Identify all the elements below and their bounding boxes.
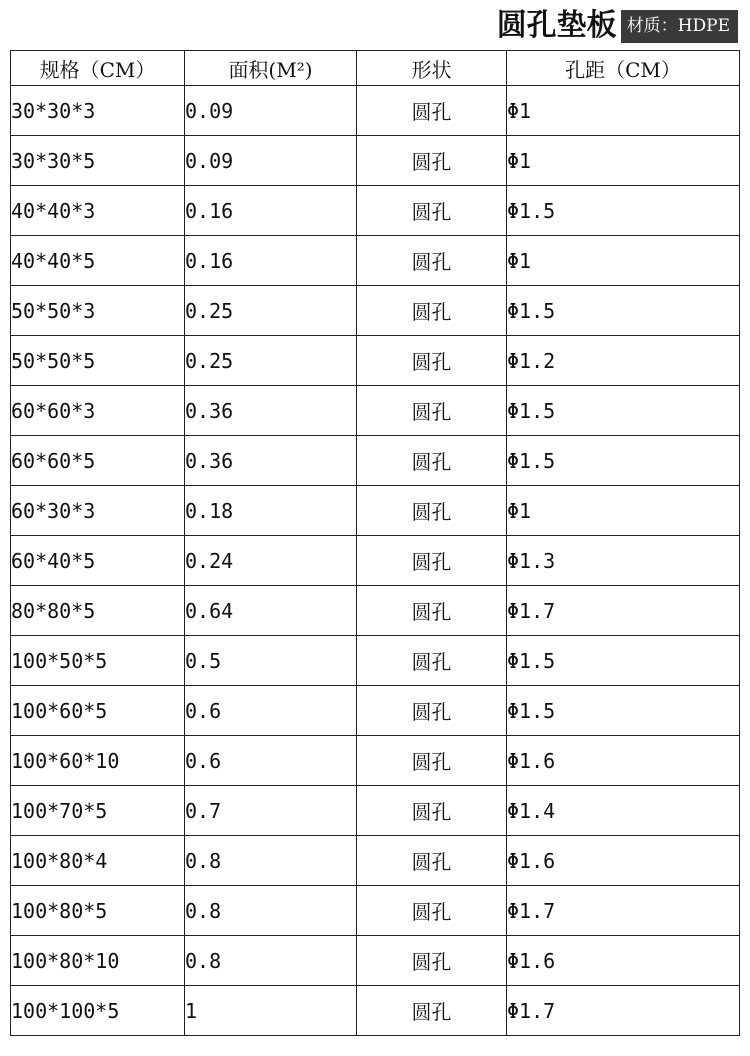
cell-area: 0.6 (185, 686, 357, 736)
cell-shape: 圆孔 (357, 636, 507, 686)
cell-spec: 60*30*3 (11, 486, 185, 536)
table-row (11, 186, 740, 236)
cell-hole-spacing: Φ1.5 (507, 386, 740, 436)
cell-shape: 圆孔 (357, 536, 507, 586)
column-header-area: 面积(M²) (185, 51, 357, 86)
cell-area: 0.25 (185, 336, 357, 386)
cell-shape: 圆孔 (357, 286, 507, 336)
table-header-row (11, 51, 740, 86)
table-row (11, 636, 740, 686)
cell-shape: 圆孔 (357, 986, 507, 1036)
table-row (11, 886, 740, 936)
cell-area: 0.7 (185, 786, 357, 836)
spec-table (10, 50, 740, 1036)
cell-shape: 圆孔 (357, 886, 507, 936)
cell-hole-spacing: Φ1 (507, 86, 740, 136)
cell-spec: 100*70*5 (11, 786, 185, 836)
cell-spec: 100*50*5 (11, 636, 185, 686)
cell-spec: 60*40*5 (11, 536, 185, 586)
cell-area: 0.36 (185, 436, 357, 486)
cell-hole-spacing: Φ1.7 (507, 886, 740, 936)
table-row (11, 336, 740, 386)
cell-shape: 圆孔 (357, 736, 507, 786)
cell-hole-spacing: Φ1.6 (507, 736, 740, 786)
cell-spec: 100*80*5 (11, 886, 185, 936)
cell-hole-spacing: Φ1.6 (507, 836, 740, 886)
document-header (497, 6, 738, 46)
table-row (11, 136, 740, 186)
cell-shape: 圆孔 (357, 586, 507, 636)
cell-shape: 圆孔 (357, 336, 507, 386)
table-row (11, 386, 740, 436)
cell-shape: 圆孔 (357, 436, 507, 486)
table-row (11, 736, 740, 786)
cell-shape: 圆孔 (357, 236, 507, 286)
cell-area: 0.36 (185, 386, 357, 436)
cell-hole-spacing: Φ1.5 (507, 186, 740, 236)
table-row (11, 236, 740, 286)
cell-spec: 40*40*3 (11, 186, 185, 236)
cell-area: 0.8 (185, 836, 357, 886)
table-row (11, 686, 740, 736)
cell-spec: 80*80*5 (11, 586, 185, 636)
cell-spec: 50*50*3 (11, 286, 185, 336)
cell-hole-spacing: Φ1 (507, 236, 740, 286)
cell-hole-spacing: Φ1.5 (507, 286, 740, 336)
cell-spec: 100*60*10 (11, 736, 185, 786)
cell-spec: 60*60*5 (11, 436, 185, 486)
column-header-shape: 形状 (357, 51, 507, 86)
cell-area: 0.09 (185, 86, 357, 136)
cell-area: 0.18 (185, 486, 357, 536)
table-row (11, 836, 740, 886)
cell-hole-spacing: Φ1.7 (507, 586, 740, 636)
cell-hole-spacing: Φ1.5 (507, 636, 740, 686)
cell-area: 0.6 (185, 736, 357, 786)
cell-area: 0.16 (185, 186, 357, 236)
cell-spec: 100*80*4 (11, 836, 185, 886)
table-row (11, 436, 740, 486)
cell-shape: 圆孔 (357, 136, 507, 186)
cell-hole-spacing: Φ1 (507, 486, 740, 536)
cell-spec: 100*80*10 (11, 936, 185, 986)
cell-hole-spacing: Φ1 (507, 136, 740, 186)
table-row (11, 586, 740, 636)
table-row (11, 986, 740, 1036)
material-badge: 材质：HDPE (621, 10, 738, 43)
cell-spec: 100*60*5 (11, 686, 185, 736)
cell-shape: 圆孔 (357, 936, 507, 986)
cell-hole-spacing: Φ1.2 (507, 336, 740, 386)
table-row (11, 486, 740, 536)
cell-area: 0.25 (185, 286, 357, 336)
cell-spec: 30*30*5 (11, 136, 185, 186)
cell-hole-spacing: Φ1.4 (507, 786, 740, 836)
cell-area: 0.8 (185, 886, 357, 936)
cell-area: 1 (185, 986, 357, 1036)
cell-hole-spacing: Φ1.6 (507, 936, 740, 986)
table-row (11, 536, 740, 586)
cell-shape: 圆孔 (357, 836, 507, 886)
cell-shape: 圆孔 (357, 486, 507, 536)
cell-hole-spacing: Φ1.5 (507, 686, 740, 736)
cell-shape: 圆孔 (357, 786, 507, 836)
cell-hole-spacing: Φ1.3 (507, 536, 740, 586)
table-row (11, 86, 740, 136)
table-body (11, 86, 740, 1036)
table-row (11, 936, 740, 986)
cell-shape: 圆孔 (357, 186, 507, 236)
cell-spec: 100*100*5 (11, 986, 185, 1036)
cell-area: 0.64 (185, 586, 357, 636)
column-header-spec: 规格（CM） (11, 51, 185, 86)
cell-area: 0.16 (185, 236, 357, 286)
cell-shape: 圆孔 (357, 686, 507, 736)
cell-area: 0.8 (185, 936, 357, 986)
cell-hole-spacing: Φ1.5 (507, 436, 740, 486)
cell-spec: 60*60*3 (11, 386, 185, 436)
cell-area: 0.09 (185, 136, 357, 186)
cell-area: 0.5 (185, 636, 357, 686)
cell-hole-spacing: Φ1.7 (507, 986, 740, 1036)
column-header-hole-spacing: 孔距（CM） (507, 51, 740, 86)
cell-spec: 40*40*5 (11, 236, 185, 286)
cell-shape: 圆孔 (357, 86, 507, 136)
cell-area: 0.24 (185, 536, 357, 586)
table-row (11, 786, 740, 836)
table-row (11, 286, 740, 336)
cell-shape: 圆孔 (357, 386, 507, 436)
cell-spec: 30*30*3 (11, 86, 185, 136)
page-title: 圆孔垫板 (496, 8, 617, 43)
cell-spec: 50*50*5 (11, 336, 185, 386)
